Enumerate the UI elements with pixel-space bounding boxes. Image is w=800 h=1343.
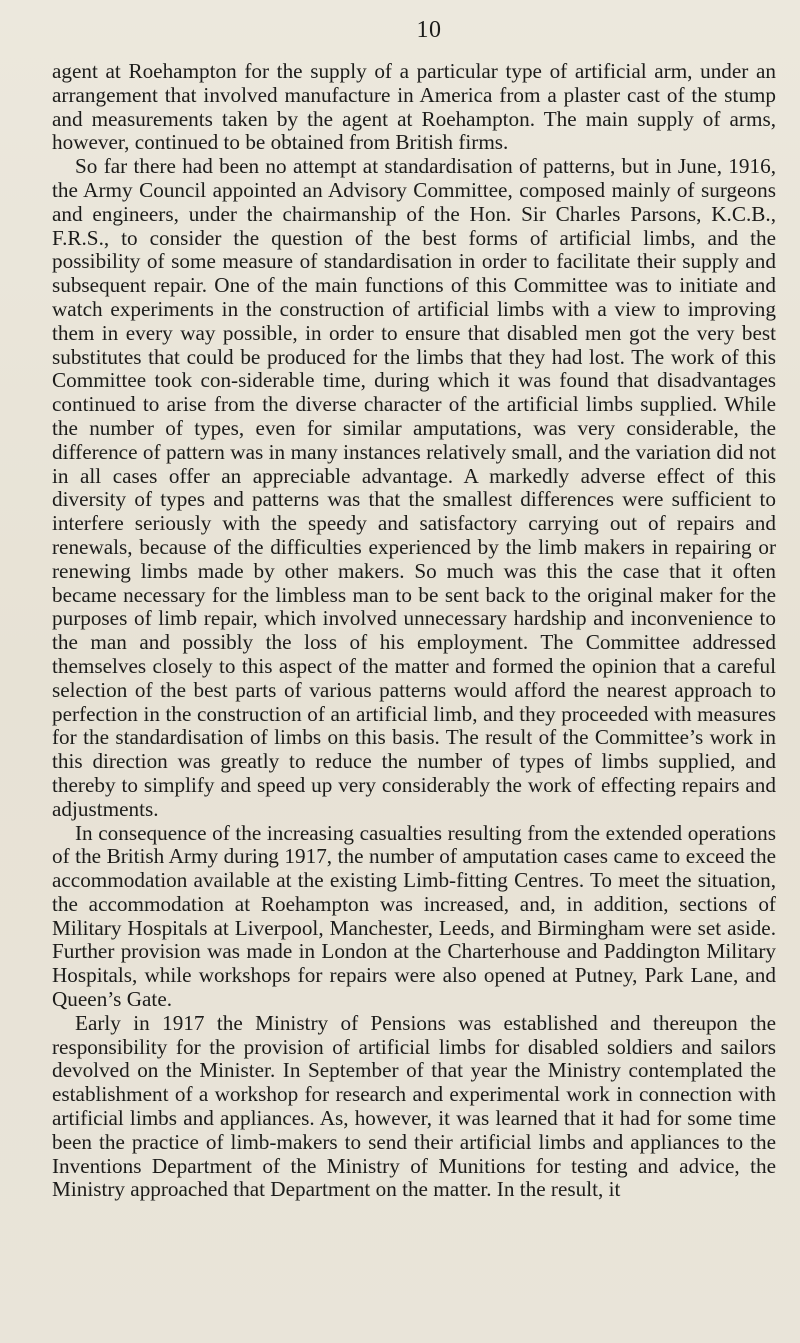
paragraph-3: In consequence of the increasing casualties resulting from the extended operations of the British Army during 1917, the number of amputation cases came to exceed the accommodation available at the existing Limb-fitting Centres. To meet the situation, the accommodation at Roehampton was increased, and, in addition, sections of Military Hospitals at Liverpool, Manchester, Leeds, and Birmingham were set aside. Further provision was made in London at the Charterhouse and Paddington Military Hospitals, while workshops for repairs were also opened at Putney, Park Lane, and Queen’s Gate. [52,820,776,1012]
paragraph-1: agent at Roehampton for the supply of a particular type of artificial arm, under an arrangement that involved manufacture in America from a plaster cast of the stump and measurements taken by the agent at Roehampton. The main supply of arms, however, continued to be obtained from British firms. [52,59,776,155]
paragraph-4: Early in 1917 the Ministry of Pensions was established and thereupon the responsibility for the provision of artificial limbs for disabled soldiers and sailors devolved on the Minister. In September of that year the Ministry contemplated the establishment of a workshop for research and experimental work in connection with artificial limbs and appliances. As, however, it was learned that it had for some time been the practice of limb-makers to send their artificial limbs and appliances to the Inventions Department of the Ministry of Munitions for testing and advice, the Ministry approached that Department on the matter. In the result, it [52,1010,776,1202]
paragraph-2: So far there had been no attempt at standardisation of patterns, but in June, 1916, the Army Council appointed an Advisory Committee, composed mainly of surgeons and engineers, under the chairmanship of the Hon. Sir Charles Parsons, K.C.B., F.R.S., to consider the question of the best forms of artificial limbs, and the possibility of some measure of standardisation in order to facilitate their supply and subsequent repair. One of the main functions of this Committee was to initiate and watch experiments in the construction of artificial limbs with a view to improving them in every way possible, in order to ensure that disabled men got the very best substitutes that could be produced for the limbs that they had lost. The work of this Committee took con-siderable time, during which it was found that disadvantages continued to arise from the diverse character of the artificial limbs supplied. While the number of types, even for similar amputations, was very considerable, the difference of pattern was in many instances relatively small, and the variation did not in all cases offer an appreciable advantage. A markedly adverse effect of this diversity of types and patterns was that the smallest differences were sufficient to interfere seriously with the speedy and satisfactory carrying out of repairs and renewals, because of the difficulties experienced by the limb makers in repairing or renewing limbs made by other makers. So much was this the case that it often became necessary for the limbless man to be sent back to the original maker for the purposes of limb repair, which involved unnecessary hardship and inconvenience to the man and possibly the loss of his employment. The Committee addressed themselves closely to this aspect of the matter and formed the opinion that a careful selection of the best parts of various patterns would afford the nearest approach to perfection in the construction of an artificial limb, and they proceeded with measures for the standardisation of limbs on this basis. The result of the Committee’s work in this direction was greatly to reduce the number of types of limbs supplied, and thereby to simplify and speed up very considerably the work of effecting repairs and adjustments. [52,154,776,821]
page-number: 10 [416,17,442,43]
body-text [52,60,776,1202]
